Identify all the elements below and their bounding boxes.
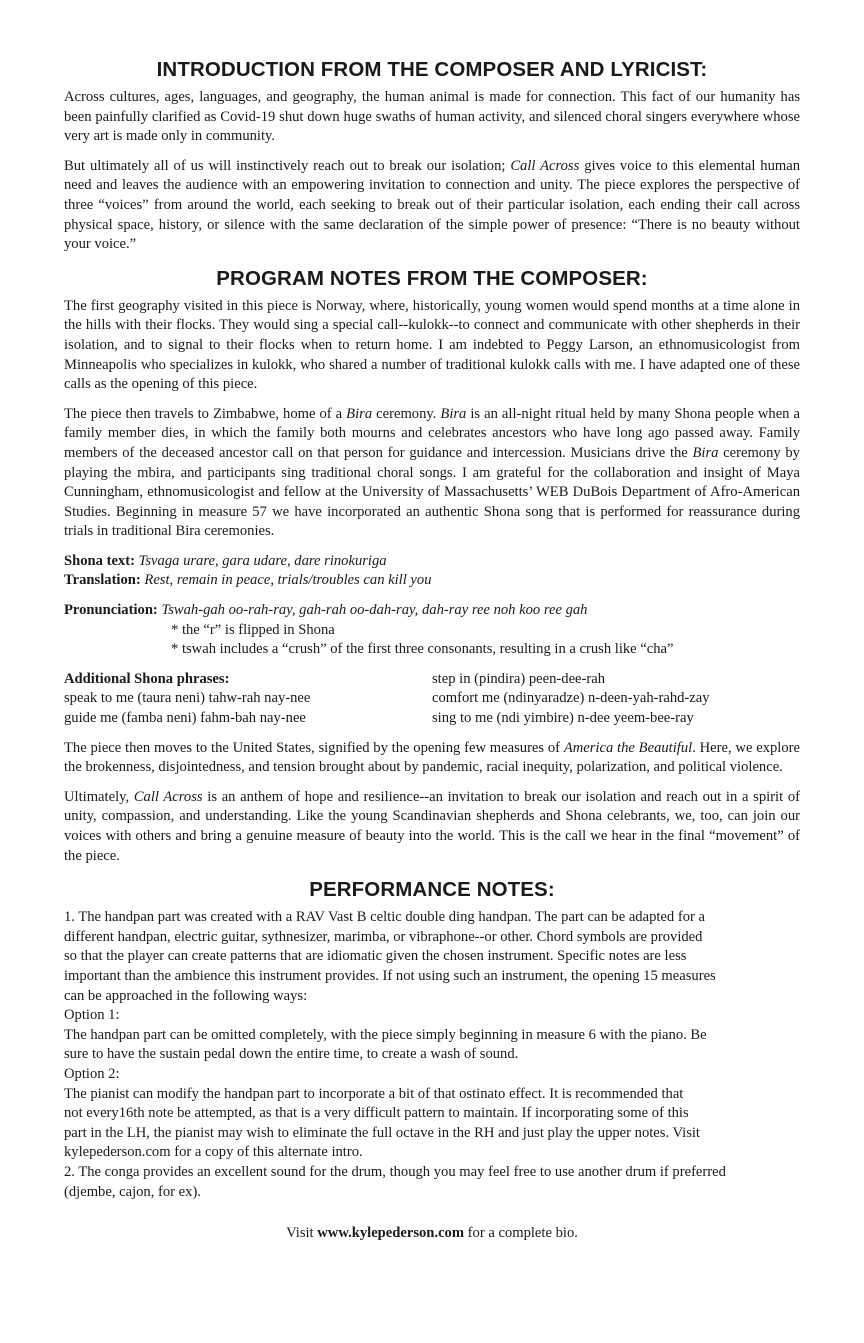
performance-line: can be approached in the following ways: [64,987,308,1004]
phrase-item: speak to me (taura neni) tahw-rah nay-nee [64,690,311,707]
performance-line: Option 1: [64,1007,120,1024]
program-heading: PROGRAM NOTES FROM THE COMPOSER: [216,266,648,290]
performance-line: The pianist can modify the handpan part to incorporate a bit of that ostinato effect. It is recommended that [64,1085,684,1102]
performance-line: different handpan, electric guitar, sythnesizer, marimba, or vibraphone--or other. Chord symbols are provided [64,928,703,945]
website-link[interactable]: www.kylepederson.com [317,1225,465,1242]
shona-text-line: Shona text: Tsvaga urare, gara udare, dare rinokuriga [64,552,387,569]
performance-line: so that the player can create patterns that are idiomatic given the chosen instrument. Specific notes are less [64,948,687,965]
performance-line: 2. The conga provides an excellent sound for the drum, though you may feel free to use another drum if preferred [64,1163,726,1180]
performance-line: not every16th note be attempted, as that is a very difficult pattern to maintain. If incorporating some of this [64,1105,689,1122]
performance-line: important than the ambience this instrument provides. If not using such an instrument, the opening 15 measures [64,967,716,984]
intro-heading: INTRODUCTION FROM THE COMPOSER AND LYRICIST: [156,58,708,81]
phrase-item: step in (pindira) peen-dee-rah [432,670,606,687]
phrase-item: guide me (famba neni) fahm-bah nay-nee [64,710,306,727]
phrases-right-column [432,670,800,729]
performance-line: The handpan part can be omitted completely, with the piece simply beginning in measure 6 with the piano. Be [64,1026,707,1043]
shona-phrases [64,670,800,729]
phrases-label: Additional Shona phrases: [64,670,230,687]
document-page [64,58,800,1244]
phrases-left-column [64,670,432,729]
performance-line: Option 2: [64,1065,120,1082]
program-paragraph-2: The piece then travels to Zimbabwe, home of a Bira ceremony. Bira is an all-night ritual held by many Shona people when a family member dies, in which the family both mourns and celebrates ancestors who have long ago passed away. Family members of the deceased ancestor call on that person for guidance and intercession. Musicians drive the Bira ceremony by playing the mbira, and participants sing traditional choral songs. I am grateful for the collaboration and insight of Maya Cunningham, ethnomusicologist and fellow at the University of Massachusetts’ WEB DuBois Department of Afro-American Studies. Beginning in measure 57 we have incorporated an authentic Shona song that is performed for reassurance during trials in traditional Bira ceremonies. [64,405,800,540]
footer-bio-line: Visit www.kylepederson.com for a complete bio. [286,1225,578,1242]
intro-paragraph-1: Across cultures, ages, languages, and geography, the human animal is made for connection. This fact of our humanity has been painfully clarified as Covid-19 shut down huge swaths of human activity, and silenced choral singers everywhere whose very art is made only in community. [64,89,800,145]
performance-line: (djembe, cajon, for ex). [64,1183,201,1200]
performance-heading: PERFORMANCE NOTES: [309,878,555,902]
performance-notes [64,908,800,1202]
piece-title: Call Across [510,157,580,174]
performance-line: kylepederson.com for a copy of this alternate intro. [64,1144,363,1161]
performance-line: sure to have the sustain pedal down the entire time, to create a wash of sound. [64,1046,519,1063]
program-paragraph-4: Ultimately, Call Across is an anthem of hope and resilience--an invitation to break our isolation and reach out in a spirit of unity, compassion, and understanding. Like the young Scandinavian shepherds and Shona celebrants, we, too, can join our voices with others and bring a genuine measure of beauty into the world. This is the call we hear in the final “movement” of the piece. [64,788,800,864]
program-paragraph-1: The first geography visited in this piece is Norway, where, historically, young women would spend months at a time alone in the hills with their flocks. They would sing a special call--kulokk--to connect and communicate with other shepherds in their isolation, and to signal to their flocks when to return home. I am indebted to Peggy Larson, an ethnomusicologist from Minneapolis who specializes in kulokk, who shared a number of traditional kulokk calls with me. I have adapted one of these calls as the opening of this piece. [64,297,800,393]
pronunciation-note-2: * tswah includes a “crush” of the first three consonants, resulting in a crush like “cha” [171,641,674,658]
intro-paragraph-2: But ultimately all of us will instinctively reach out to break our isolation; Call Across gives voice to this elemental human need and leaves the audience with an empowering invitation to connection and unity. The piece explores the perspective of three “voices” from around the world, each seeking to break out of their particular isolation, each ending their call across physical space, history, or silence with the same declaration of the simple power of presence: “There is no beauty without your voice.” [64,157,800,253]
performance-line: 1. The handpan part was created with a RAV Vast B celtic double ding handpan. The part can be adapted for a [64,909,705,926]
pronunciation-line: Pronunciation: Tswah-gah oo-rah-ray, gah-rah oo-dah-ray, dah-ray ree noh koo ree gah [64,602,588,619]
program-paragraph-3: The piece then moves to the United States, signified by the opening few measures of America the Beautiful. Here, we explore the brokenness, disjointedness, and tension brought about by pandemic, racial inequity, polarization, and political violence. [64,739,800,776]
translation-line: Translation: Rest, remain in peace, trials/troubles can kill you [64,572,432,589]
phrase-item: sing to me (ndi yimbire) n-dee yeem-bee-ray [432,710,694,727]
phrase-item: comfort me (ndinyaradze) n-deen-yah-rahd-zay [432,690,710,707]
performance-line: part in the LH, the pianist may wish to eliminate the full octave in the RH and just play the upper notes. Visit [64,1124,700,1141]
pronunciation-note-1: * the “r” is flipped in Shona [171,621,335,638]
